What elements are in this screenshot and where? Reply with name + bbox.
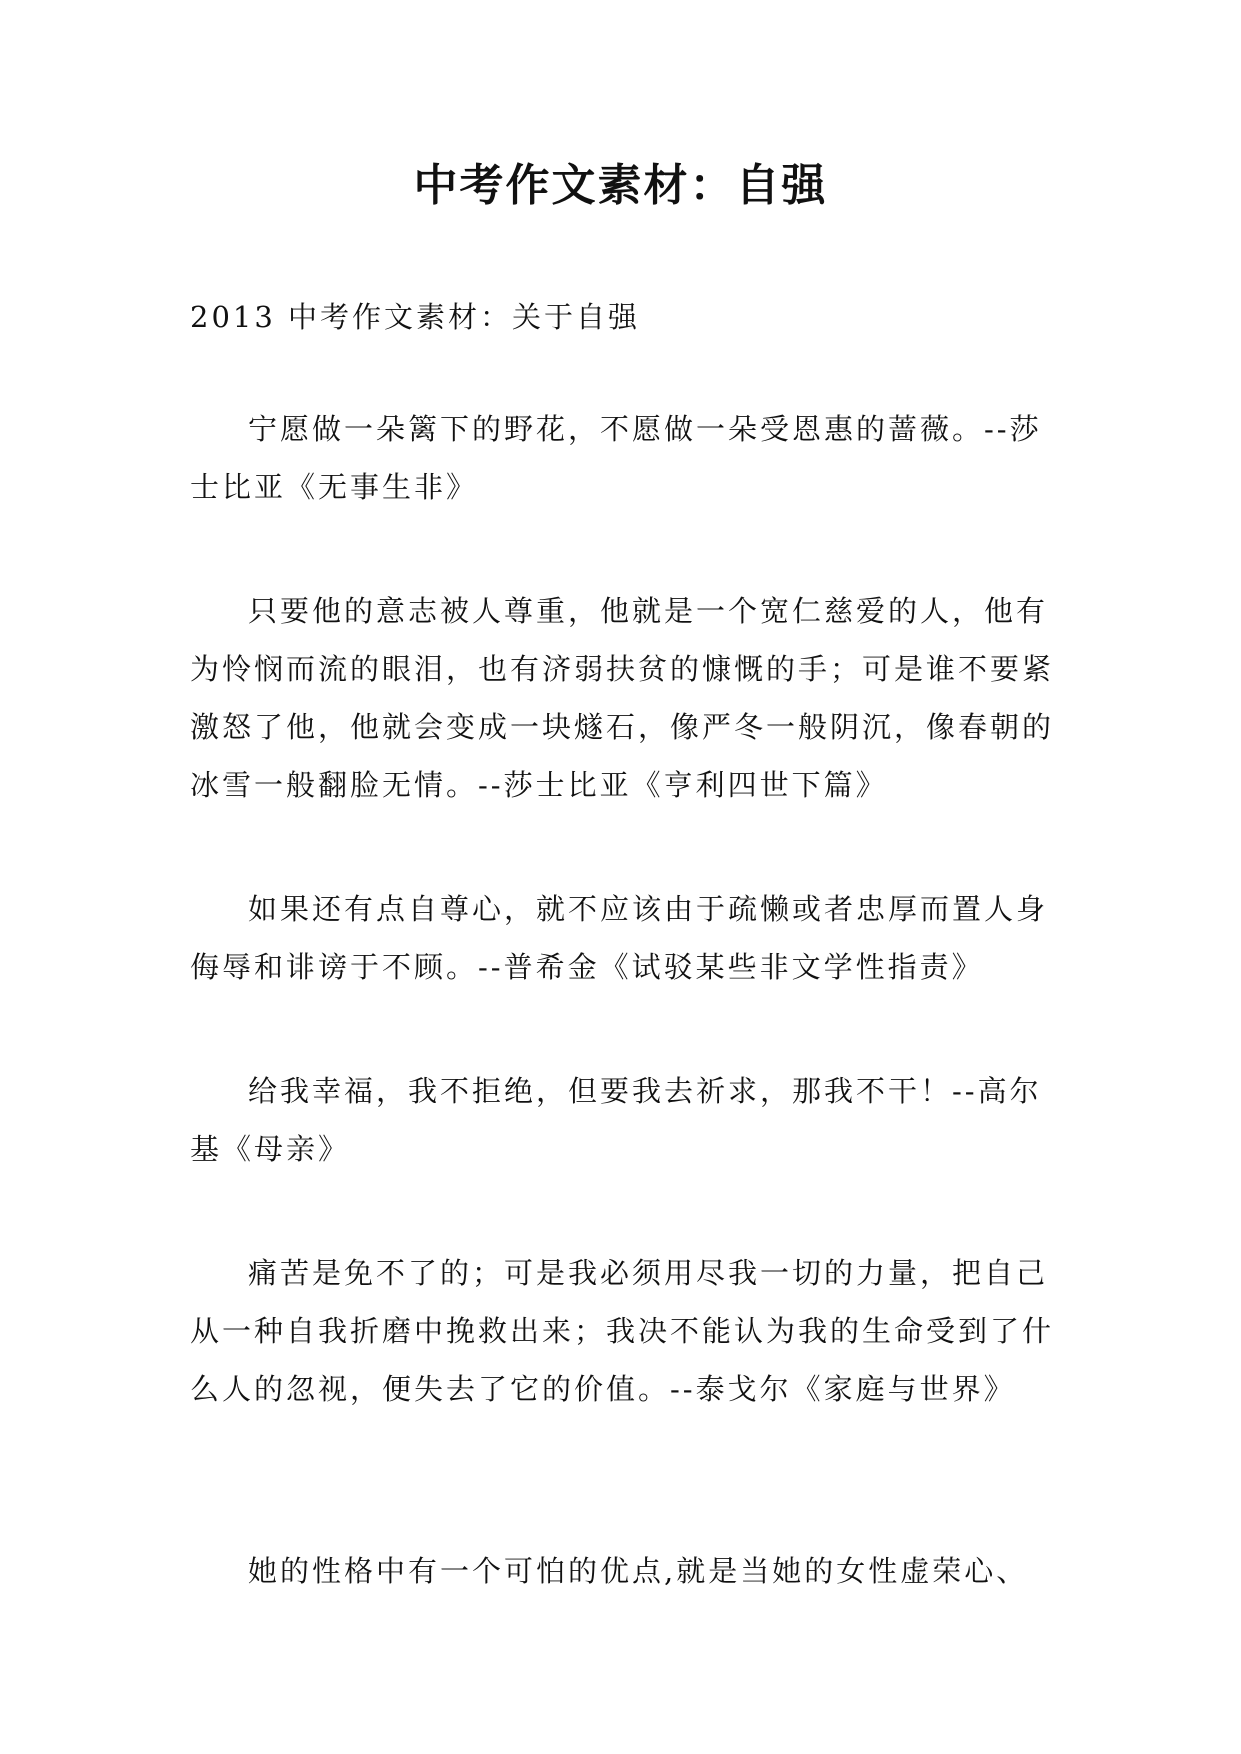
quote-paragraph-5: 痛苦是免不了的；可是我必须用尽我一切的力量，把自己从一种自我折磨中挽救出来；我决不能认为我的生命受到了什么人的忽视，便失去了它的价值。--泰戈尔《家庭与世界》 [190, 1256, 1055, 1406]
page-title: 中考作文素材：自强 [413, 160, 828, 211]
quote-paragraph-1: 宁愿做一朵篱下的野花，不愿做一朵受恩惠的蔷薇。--莎士比亚《无事生非》 [190, 412, 1042, 504]
document-subtitle: 2013 中考作文素材：关于自强 [190, 300, 641, 334]
quote-paragraph-2: 只要他的意志被人尊重，他就是一个宽仁慈爱的人，他有为怜悯而流的眼泪，也有济弱扶贫的慷慨的手；可是谁不要紧激怒了他，他就会变成一块燧石，像严冬一般阴沉，像春朝的冰雪一般翻脸无情。--莎士比亚《亨利四世下篇》 [190, 594, 1055, 802]
quote-paragraph-3: 如果还有点自尊心，就不应该由于疏懒或者忠厚而置人身侮辱和诽谤于不顾。--普希金《试驳某些非文学性指责》 [190, 892, 1049, 984]
quote-paragraph-6: 她的性格中有一个可怕的优点,就是当她的女性虚荣心、 [248, 1554, 1029, 1588]
quote-paragraph-4: 给我幸福，我不拒绝，但要我去祈求，那我不干！--高尔基《母亲》 [190, 1074, 1042, 1166]
